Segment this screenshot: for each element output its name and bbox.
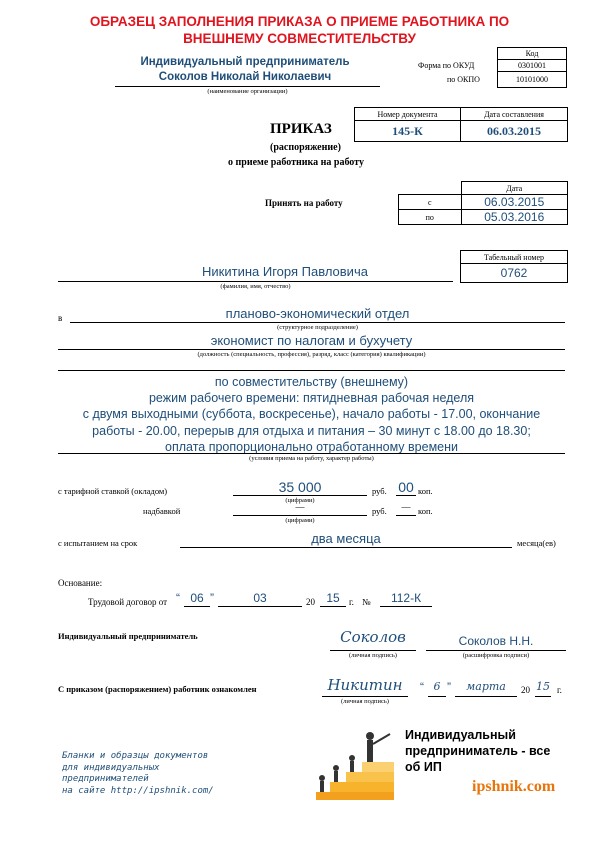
probation-label: с испытанием на срок xyxy=(58,538,138,548)
salary-kop-value: 00 xyxy=(398,479,414,495)
contract-num-label: № xyxy=(362,597,371,607)
dept-value: планово-экономический отдел xyxy=(225,306,410,321)
conditions-line: по совместительству (внешнему) xyxy=(214,375,409,389)
bonus-rub-value: — xyxy=(295,502,305,512)
bonus-kop-label: коп. xyxy=(418,506,433,516)
tab-number-header: Табельный номер xyxy=(461,251,568,264)
ack-year-prefix: 20 xyxy=(521,685,530,695)
hire-to-label: по xyxy=(399,210,462,225)
promo-left-text: Бланки и образцы документов для индивидуальных предпринимателей на сайте http://ipshnik.com/ xyxy=(62,751,214,796)
document-heading-line2: ВНЕШНЕМУ СОВМЕСТИТЕЛЬСТВУ xyxy=(183,31,416,46)
doc-date-value: 06.03.2015 xyxy=(461,121,568,142)
signer-sig-caption: (личная подпись) xyxy=(349,652,397,659)
hire-dates-table xyxy=(398,181,568,225)
conditions-line: режим рабочего времени: пятидневная рабочая неделя xyxy=(148,391,475,406)
contract-year-suffix: г. xyxy=(349,597,354,607)
position-caption: (должность (специальность, профессия), разряд, класс (категория) квалификации) xyxy=(197,351,426,358)
ack-sig-caption: (личная подпись) xyxy=(341,698,389,705)
hire-from-label: с xyxy=(399,195,462,210)
salary-kop-label: коп. xyxy=(418,486,433,496)
salary-label: с тарифной ставкой (окладом) xyxy=(58,486,168,496)
doc-title: ПРИКАЗ xyxy=(270,121,332,137)
site-link[interactable]: ipshnik.com xyxy=(472,778,556,795)
employee-name-caption: (фамилия, имя, отчество) xyxy=(220,283,291,290)
probation-value: два месяца xyxy=(311,531,381,546)
contract-year: 15 xyxy=(326,591,340,605)
dept-caption: (структурное подразделение) xyxy=(277,324,358,331)
hire-to-date: 05.03.2016 xyxy=(461,210,568,225)
contract-day: 06 xyxy=(190,591,204,605)
ack-quote-open: “ xyxy=(420,680,424,694)
signer-label: Индивидуальный предприниматель xyxy=(58,631,198,641)
contract-quote-close: ” xyxy=(210,591,214,605)
contract-quote-open: “ xyxy=(176,591,180,605)
position-value: экономист по налогам и бухучету xyxy=(210,333,413,348)
okpo-value: 10101000 xyxy=(498,72,567,88)
employee-name: Никитина Игоря Павловича xyxy=(202,264,368,279)
contract-month: 03 xyxy=(253,591,267,605)
okud-value: 0301001 xyxy=(498,60,567,72)
ack-month: марта xyxy=(466,680,506,693)
hire-date-header: Дата xyxy=(461,182,568,195)
signer-decode-caption: (расшифровка подписи) xyxy=(462,652,530,659)
org-caption: (наименование организации) xyxy=(207,88,288,95)
contract-label: Трудовой договор от xyxy=(88,597,168,607)
signer-signature: Соколов xyxy=(340,628,406,646)
doc-number-table xyxy=(354,107,568,142)
conditions-text xyxy=(58,374,565,455)
salary-rub-value: 35 000 xyxy=(278,479,322,495)
dept-prefix: в xyxy=(58,313,63,323)
ack-signature: Никитин xyxy=(327,676,403,694)
tab-number-value: 0762 xyxy=(461,264,568,283)
okpo-label: по ОКПО xyxy=(447,75,480,84)
document-heading-line1: ОБРАЗЕЦ ЗАПОЛНЕНИЯ ПРИКАЗА О ПРИЕМЕ РАБОТНИКА ПО xyxy=(89,14,510,29)
okud-label: Форма по ОКУД xyxy=(418,61,475,70)
conditions-line: работы - 20.00, перерыв для отдыха и питания – 30 минут с 18.00 до 18.30; xyxy=(92,423,531,438)
conditions-line: с двумя выходными (суббота, воскресенье), начало работы - 17.00, окончание xyxy=(82,407,541,422)
doc-date-header: Дата составления xyxy=(461,108,568,121)
salary-caption: (цифрами) xyxy=(285,497,315,504)
ack-label: С приказом (распоряжением) работник ознакомлен xyxy=(58,684,257,694)
doc-about: о приеме работника на работу xyxy=(228,157,364,168)
codes-kod-header: Код xyxy=(498,48,567,60)
doc-subtitle: (распоряжение) xyxy=(270,142,341,153)
contract-year-prefix: 20 xyxy=(306,597,315,607)
org-line1: Индивидуальный предприниматель xyxy=(140,56,350,68)
hire-from-date: 06.03.2015 xyxy=(461,195,568,210)
doc-number-value: 145-К xyxy=(355,121,461,142)
signer-decode: Соколов Н.Н. xyxy=(458,634,534,648)
ack-year-suffix: г. xyxy=(557,685,562,695)
basis-label: Основание: xyxy=(58,578,103,588)
codes-table xyxy=(497,47,567,88)
ack-year: 15 xyxy=(536,680,550,693)
bonus-rub-label: руб. xyxy=(372,506,387,516)
org-name: Соколов Николай Николаевич xyxy=(158,71,332,83)
bonus-caption: (цифрами) xyxy=(285,517,315,524)
promo-right-text: Индивидуальный предприниматель - все об ИП xyxy=(405,728,551,774)
probation-suffix: месяца(ев) xyxy=(517,538,556,548)
tab-number-table xyxy=(460,250,568,283)
bonus-kop-value: — xyxy=(401,502,411,512)
conditions-caption: (условия приема на работу, характер работы) xyxy=(249,455,374,462)
contract-number: 112-К xyxy=(390,591,422,605)
ack-quote-close: ” xyxy=(447,680,451,694)
salary-rub-label: руб. xyxy=(372,486,387,496)
people-on-stairs-icon xyxy=(308,720,402,804)
hire-label: Принять на работу xyxy=(265,198,343,208)
ack-day: 6 xyxy=(433,680,441,693)
conditions-line: оплата пропорционально отработанному времени xyxy=(165,439,458,454)
bonus-label: надбавкой xyxy=(143,506,181,516)
doc-number-header: Номер документа xyxy=(355,108,461,121)
